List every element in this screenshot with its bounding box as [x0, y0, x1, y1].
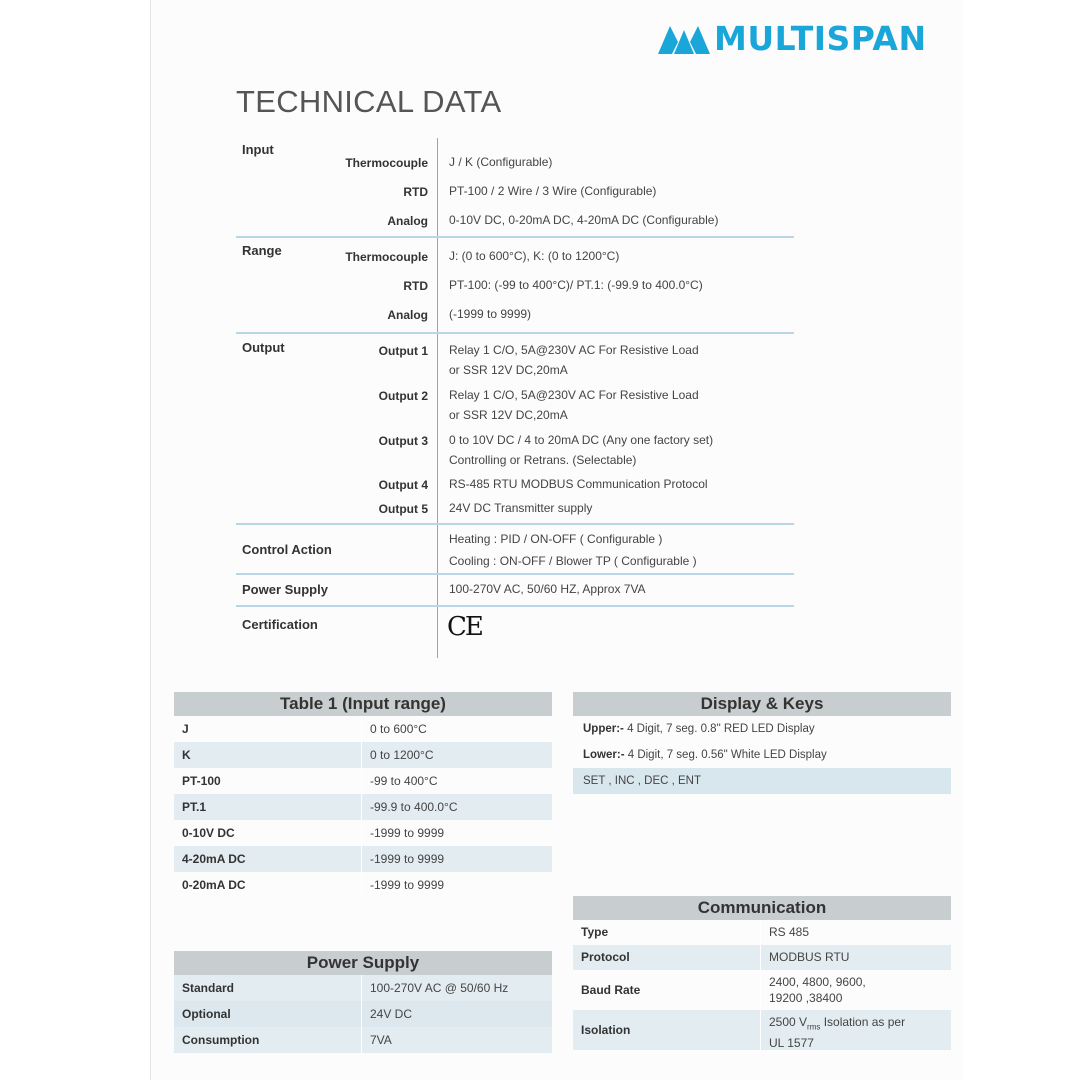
cell-input-type: 0-20mA DC	[174, 872, 362, 898]
output-3-line1: 0 to 10V DC / 4 to 20mA DC (Any one factory set)	[449, 433, 714, 447]
output-5-value: 24V DC Transmitter supply	[449, 501, 593, 515]
table-row	[573, 945, 951, 970]
cell-input-range: -1999 to 9999	[370, 852, 445, 866]
range-analog-label: Analog	[387, 308, 428, 322]
cell-comm-value	[761, 970, 866, 1010]
output-3-line2: Controlling or Retrans. (Selectable)	[449, 453, 637, 467]
input-range-table-title: Table 1 (Input range)	[174, 692, 552, 716]
cell-power-value: 100-270V AC @ 50/60 Hz	[370, 981, 509, 995]
group-output-label: Output	[242, 340, 285, 355]
control-action-cooling: Cooling : ON-OFF / Blower TP ( Configurable )	[449, 554, 697, 568]
control-action-label: Control Action	[242, 542, 332, 557]
cell-comm-label: Baud Rate	[573, 970, 761, 1010]
power-supply-label: Power Supply	[242, 582, 328, 597]
logo-text: MULTISPAN	[714, 18, 927, 58]
divider	[236, 605, 794, 607]
cell-input-range: -99.9 to 400.0°C	[370, 800, 458, 814]
group-input-label: Input	[242, 142, 274, 157]
table-row	[174, 716, 552, 742]
range-analog-value: (-1999 to 9999)	[449, 307, 532, 321]
table-row	[174, 1027, 552, 1053]
table-row	[174, 794, 552, 820]
input-thermocouple-value: J / K (Configurable)	[449, 155, 553, 169]
cell-input-type: K	[174, 742, 362, 768]
output-2-label: Output 2	[378, 389, 428, 403]
multispan-logo	[658, 18, 927, 58]
cell-comm-label: Protocol	[573, 945, 761, 970]
output-1-label: Output 1	[378, 344, 428, 358]
cell-input-type: PT-100	[174, 768, 362, 794]
cell-power-label: Optional	[174, 1001, 362, 1027]
output-1-line1: Relay 1 C/O, 5A@230V AC For Resistive Load	[449, 343, 699, 357]
input-thermocouple-label: Thermocouple	[345, 156, 428, 170]
baud-rate-line1: 2400, 4800, 9600,	[769, 975, 866, 989]
output-2-line2: or SSR 12V DC,20mA	[449, 408, 568, 422]
communication-title: Communication	[573, 896, 951, 920]
output-1-line2: or SSR 12V DC,20mA	[449, 363, 568, 377]
isolation-voltage: 2500 V	[769, 1015, 808, 1029]
power-supply-value: 100-270V AC, 50/60 HZ, Approx 7VA	[449, 582, 646, 596]
table-row	[573, 970, 951, 1010]
isolation-text: Isolation as per	[820, 1015, 906, 1029]
cell-input-range: -1999 to 9999	[370, 878, 445, 892]
ce-mark-icon: CE	[447, 612, 482, 642]
isolation-line2: UL 1577	[769, 1036, 814, 1051]
output-4-label: Output 4	[378, 478, 428, 492]
output-5-label: Output 5	[378, 502, 428, 516]
range-thermocouple-label: Thermocouple	[345, 250, 428, 264]
display-lower-row	[573, 742, 951, 768]
range-rtd-value: PT-100: (-99 to 400°C)/ PT.1: (-99.9 to 400.0°C)	[449, 278, 703, 292]
divider	[236, 523, 794, 525]
table-row	[174, 872, 552, 898]
input-rtd-label: RTD	[403, 185, 428, 199]
table-row	[174, 768, 552, 794]
cell-input-range: 0 to 600°C	[370, 722, 427, 736]
display-keys-title: Display & Keys	[573, 692, 951, 716]
cell-input-type: J	[174, 716, 362, 742]
divider	[236, 573, 794, 575]
output-2-line1: Relay 1 C/O, 5A@230V AC For Resistive Load	[449, 388, 699, 402]
multispan-m-logo-icon	[658, 22, 710, 54]
cell-power-label: Standard	[174, 975, 362, 1001]
keys-row: SET , INC , DEC , ENT	[573, 768, 951, 794]
cell-power-value: 7VA	[370, 1033, 392, 1047]
range-rtd-label: RTD	[403, 279, 428, 293]
page-title: TECHNICAL DATA	[236, 84, 502, 119]
cell-power-value: 24V DC	[370, 1007, 413, 1021]
lower-value: 4 Digit, 7 seg. 0.56" White LED Display	[624, 749, 827, 761]
column-divider	[437, 138, 438, 658]
cell-comm-label: Isolation	[573, 1010, 761, 1050]
range-thermocouple-value: J: (0 to 600°C), K: (0 to 1200°C)	[449, 249, 620, 263]
control-action-heating: Heating : PID / ON-OFF ( Configurable )	[449, 532, 663, 546]
cell-input-range: -1999 to 9999	[370, 826, 445, 840]
lower-label: Lower:-	[583, 749, 625, 761]
input-analog-value: 0-10V DC, 0-20mA DC, 4-20mA DC (Configurable)	[449, 213, 719, 227]
divider	[236, 332, 794, 334]
cell-input-type: PT.1	[174, 794, 362, 820]
cell-comm-label: Type	[573, 920, 761, 945]
baud-rate-line2: 19200 ,38400	[769, 991, 843, 1005]
table-row	[174, 975, 552, 1001]
upper-value: 4 Digit, 7 seg. 0.8" RED LED Display	[623, 723, 815, 735]
table-row	[174, 742, 552, 768]
input-range-table	[174, 692, 552, 898]
display-keys-table	[573, 692, 951, 794]
group-range-label: Range	[242, 243, 282, 258]
cell-comm-value: MODBUS RTU	[769, 950, 850, 964]
display-upper-row	[573, 716, 951, 742]
cell-comm-value: RS 485	[769, 925, 810, 939]
isolation-rms: rms	[807, 1022, 821, 1032]
power-supply-table-title: Power Supply	[174, 951, 552, 975]
upper-label: Upper:-	[583, 723, 624, 735]
isolation-line1	[769, 1014, 905, 1035]
table-row	[573, 1010, 951, 1050]
table-row	[573, 920, 951, 945]
divider	[236, 236, 794, 238]
input-rtd-value: PT-100 / 2 Wire / 3 Wire (Configurable)	[449, 184, 657, 198]
power-supply-table	[174, 951, 552, 1053]
cell-input-type: 0-10V DC	[174, 820, 362, 846]
cell-power-label: Consumption	[174, 1027, 362, 1053]
output-4-value: RS-485 RTU MODBUS Communication Protocol	[449, 477, 708, 491]
table-row	[174, 820, 552, 846]
cell-comm-value	[761, 1010, 905, 1050]
table-row	[174, 846, 552, 872]
output-3-label: Output 3	[378, 434, 428, 448]
communication-table	[573, 896, 951, 1050]
cell-input-range: -99 to 400°C	[370, 774, 438, 788]
cell-input-type: 4-20mA DC	[174, 846, 362, 872]
input-analog-label: Analog	[387, 214, 428, 228]
table-row	[174, 1001, 552, 1027]
certification-label: Certification	[242, 617, 318, 632]
cell-input-range: 0 to 1200°C	[370, 748, 434, 762]
